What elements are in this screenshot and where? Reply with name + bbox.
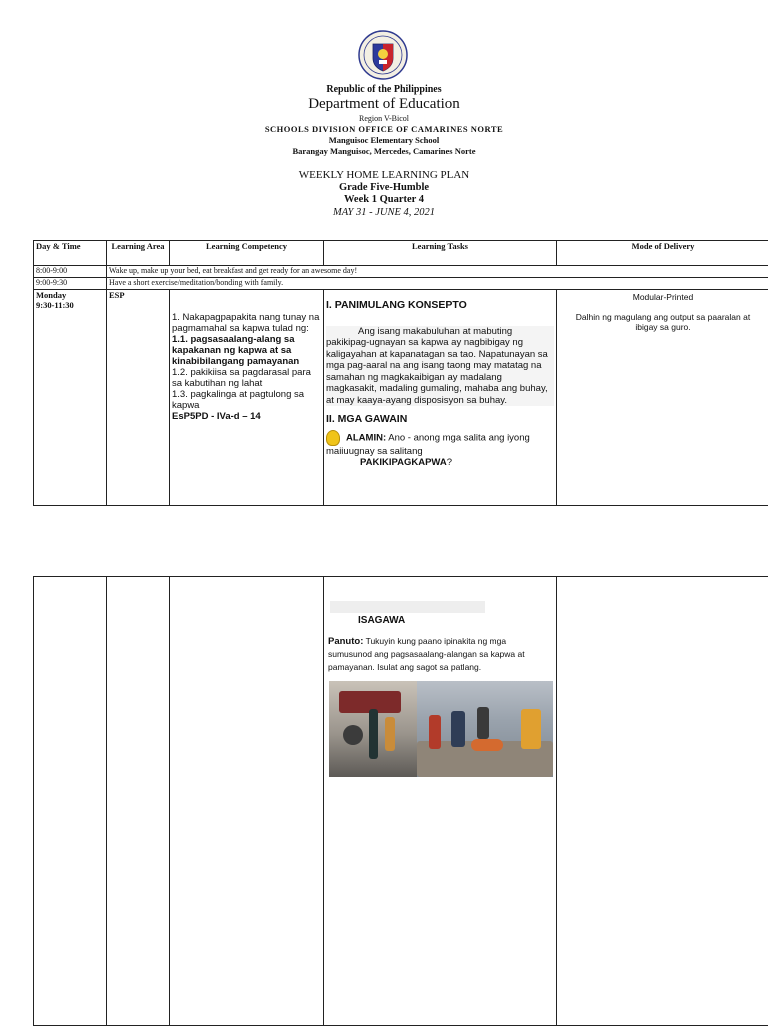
competency-intro: 1. Nakapagpapakita nang tunay na pagmamahal sa kapwa tulad ng:: [172, 312, 321, 334]
empty-cell: [170, 577, 324, 1026]
address-line: Barangay Manguisoc, Mercedes, Camarines Norte: [0, 146, 768, 156]
section-heading-konsepto: I. PANIMULANG KONSEPTO: [326, 300, 554, 312]
street-photo-image: [329, 681, 417, 777]
empty-cell: [107, 577, 170, 1026]
flood-rescue-photo-image: [417, 681, 553, 777]
republic-line: Republic of the Philippines: [0, 84, 768, 95]
col-header-mode: Mode of Delivery: [557, 241, 768, 266]
monday-row: [34, 290, 768, 506]
col-header-tasks: Learning Tasks: [324, 241, 557, 266]
row-time: 9:00-9:30: [34, 278, 107, 290]
activity-photos: [329, 681, 553, 777]
concept-text: Ang isang makabuluhan at mabuting pakikipag-ugnayan sa kapwa ay nagbibigay ng kaligayahan at kapanatagan sa tao. Napatunayan sa mga pag-aaral na ang isang taong may matatag na samahan ng magkakaibigan ay madalang magkasakit, madaling gumaling, mahaba ang buhay, at may kaaya-ayang disposisyon sa buhay.: [326, 326, 548, 406]
division-line: SCHOOLS DIVISION OFFICE OF CAMARINES NORTE: [0, 124, 768, 134]
table-row: [34, 278, 768, 290]
region-line: Region V-Bicol: [0, 114, 768, 123]
col-header-learning-area: Learning Area: [107, 241, 170, 266]
panuto-text: Tukuyin kung paano ipinakita ng mga sumusunod ang pagsasaalang-alangan sa kapwa at pamayanan. Isulat ang sagot sa patlang.: [328, 636, 525, 672]
alamin-text: Ano - anong mga salita ang iyong maiiuugnay sa salitang: [326, 432, 530, 456]
deped-seal-icon: [358, 30, 408, 80]
competency-cell: [170, 290, 324, 506]
date-range: MAY 31 - JUNE 4, 2021: [0, 207, 768, 218]
keyword-end: ?: [447, 457, 452, 468]
panuto-label: Panuto:: [328, 636, 363, 647]
plan-title: WEEKLY HOME LEARNING PLAN: [0, 169, 768, 181]
day-label: Monday: [36, 290, 104, 300]
competency-code: EsP5PD - IVa-d – 14: [172, 411, 321, 422]
table-header-row: [34, 241, 768, 266]
learning-area-cell: ESP: [107, 290, 170, 506]
panuto-block: [328, 635, 550, 674]
row-time: 8:00-9:00: [34, 266, 107, 278]
continuation-row: [34, 577, 768, 1026]
isagawa-cell: [324, 577, 557, 1026]
grade-line: Grade Five-Humble: [0, 182, 768, 193]
continuation-table: [33, 576, 768, 1026]
alamin-label: ALAMIN:: [346, 432, 386, 443]
heading-bar: [330, 601, 485, 613]
empty-cell: [557, 577, 768, 1026]
school-line: Manguisoc Elementary School: [0, 135, 768, 145]
learning-tasks-cell: [324, 290, 557, 506]
row-activity: Wake up, make up your bed, eat breakfast and get ready for an awesome day!: [107, 266, 768, 278]
col-header-day-time: Day & Time: [34, 241, 107, 266]
day-time-cell: [34, 290, 107, 506]
lightbulb-icon: [326, 430, 340, 446]
competency-item-1-3: 1.3. pagkalinga at pagtulong sa kapwa: [172, 389, 321, 411]
section-heading-gawain: II. MGA GAWAIN: [326, 414, 554, 426]
concept-paragraph: [326, 326, 554, 407]
empty-cell: [34, 577, 107, 1026]
competency-item-1-1: 1.1. pagsasaalang-alang sa kapakanan ng kapwa at sa kinabibilangang pamayanan: [172, 334, 321, 367]
mode-text: Dalhin ng magulang ang output sa paaralan at ibigay sa guro.: [559, 312, 767, 332]
table-row: [34, 266, 768, 278]
learning-plan-table: [33, 240, 768, 506]
mode-title: Modular-Printed: [559, 292, 767, 302]
row-activity: Have a short exercise/meditation/bonding with family.: [107, 278, 768, 290]
department-title: Department of Education: [0, 96, 768, 113]
competency-item-1-2: 1.2. pakikiisa sa pagdarasal para sa kabutihan ng lahat: [172, 367, 321, 389]
alamin-block: [326, 430, 554, 458]
keyword: PAKIKIPAGKAPWA: [360, 457, 447, 468]
time-label: 9:30-11:30: [36, 300, 104, 310]
col-header-competency: Learning Competency: [170, 241, 324, 266]
mode-of-delivery-cell: [557, 290, 768, 506]
keyword-line: [326, 457, 554, 469]
isagawa-heading: ISAGAWA: [358, 615, 554, 627]
week-line: Week 1 Quarter 4: [0, 194, 768, 205]
